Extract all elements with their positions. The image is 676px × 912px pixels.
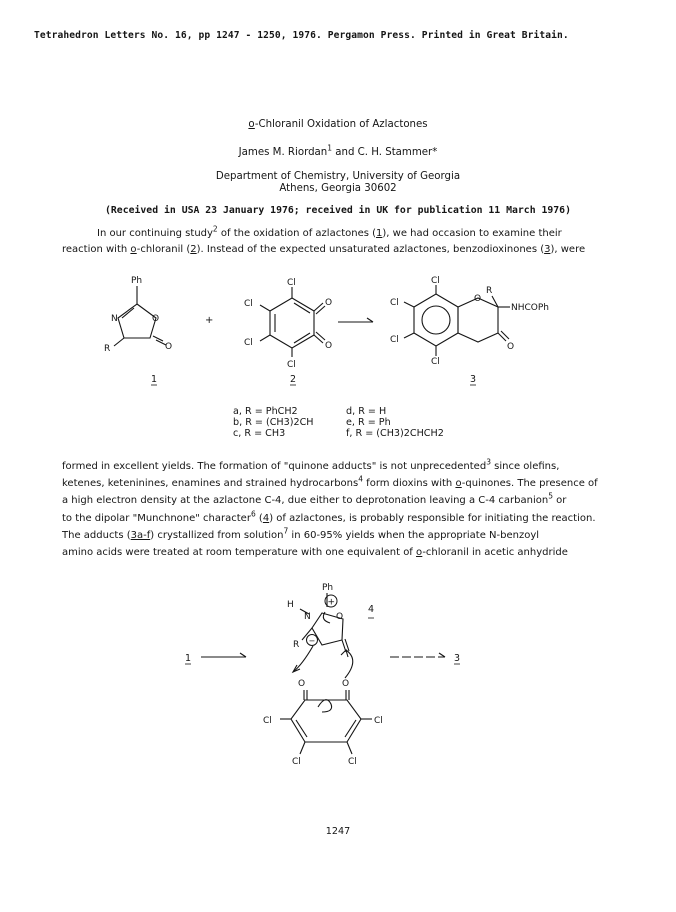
intro-text: -chloranil ( [136, 244, 191, 255]
munchnone-structure [293, 593, 353, 678]
body-text: in 60-95% yields when the appropriate N-benzoyl [288, 530, 540, 541]
body-line-6 [62, 547, 568, 558]
product-cl-top: Cl [431, 276, 440, 286]
intro-text: of the oxidation of azlactones ( [217, 228, 377, 239]
footnote-ref: 3 [486, 457, 491, 467]
intro-text: reaction with [62, 244, 131, 255]
mech-label-3: 3 [454, 653, 461, 664]
positive-charge: + [327, 597, 336, 608]
body-text: amino acids were treated at room temperature with one equivalent of [62, 547, 417, 558]
reaction-arrow [338, 318, 373, 322]
substituent-b: b, R = (CH3)2CH [233, 417, 314, 428]
mech-ph-label: Ph [322, 583, 334, 593]
intro-text: In our continuing study [97, 228, 213, 239]
author-first: James M. Riordan [238, 147, 328, 158]
compound-ref: 3a-f [130, 530, 151, 541]
footnote-ref: 4 [358, 474, 363, 484]
footnote-ref: 5 [548, 491, 553, 501]
cl-bottom: Cl [287, 360, 296, 370]
product-nhcoph: NHCOPh [511, 303, 549, 313]
benzodioxinone-structure [404, 285, 510, 356]
intro-line-1 [97, 224, 562, 239]
compound-ref: 1 [376, 228, 383, 239]
product-r-group: R [486, 286, 493, 296]
chloranil-structure [260, 287, 325, 357]
body-line-1 [62, 457, 560, 472]
ph-label: Ph [131, 276, 143, 286]
product-o-exo: O [507, 342, 515, 352]
substituent-d: d, R = H [346, 406, 387, 417]
body-text: to the dipolar "Munchnone" character [62, 513, 251, 524]
compound-label-3: 3 [470, 374, 477, 385]
ortho-prefix: o [416, 547, 423, 558]
product-cl-top-left: Cl [390, 298, 399, 308]
mechanism-scheme [0, 570, 676, 770]
mech-o-ring: O [336, 612, 344, 622]
footnote-ref: 7 [283, 526, 289, 536]
mech-cl-bottom-left: Cl [292, 757, 301, 767]
cl-top-left: Cl [244, 299, 253, 309]
received-dates: (Received in USA 23 January 1976; received in UK for publication 11 March 1976) [105, 205, 571, 216]
negative-charge: − [308, 636, 316, 646]
o-bottom: O [325, 341, 333, 351]
mech-h-label: H [287, 600, 294, 610]
body-line-5 [62, 526, 540, 541]
intro-line-2 [62, 244, 585, 255]
substituent-a: a, R = PhCH2 [233, 406, 298, 417]
mech-cl-bottom-right: Cl [348, 757, 357, 767]
compound-label-4: 4 [368, 604, 375, 615]
article-title [0, 119, 676, 130]
title-o-prefix: o [248, 119, 255, 130]
mech-arrow-left [201, 653, 246, 657]
body-text: a high electron density at the azlactone C-4, due either to deprotonation leaving a C-4 carbanion [62, 495, 549, 506]
mech-arrow-right [390, 653, 445, 657]
authors [0, 143, 676, 158]
department: Department of Chemistry, University of Georgia [215, 171, 461, 182]
page-number: 1247 [325, 826, 351, 837]
author-rest: and C. H. Stammer* [332, 147, 438, 158]
reaction-scheme-1 [0, 262, 676, 402]
intro-text: ). Instead of the expected unsaturated azlactones, benzodioxinones ( [196, 244, 545, 255]
compound-ref: 2 [190, 244, 197, 255]
body-text: -chloranil in acetic anhydride [422, 547, 568, 558]
mech-label-1: 1 [185, 653, 192, 664]
o-top: O [325, 298, 333, 308]
product-cl-bottom-left: Cl [390, 335, 399, 345]
ortho-prefix: o [130, 244, 137, 255]
body-text: ketenes, keteninines, enamines and strained hydrocarbons [62, 478, 359, 489]
o-exo-atom: O [165, 342, 173, 352]
body-text: The adducts ( [62, 530, 131, 541]
body-text: or [552, 495, 567, 506]
mech-chloranil-structure [280, 690, 372, 754]
mech-cl-left: Cl [263, 716, 272, 726]
intro-text: ), were [550, 244, 586, 255]
cl-bottom-left: Cl [244, 338, 253, 348]
body-text: ) crystallized from solution [150, 530, 284, 541]
o-ring-atom: O [152, 314, 160, 324]
substituent-f: f, R = (CH3)2CHCH2 [346, 428, 444, 439]
r-group: R [104, 344, 111, 354]
mech-o-left: O [298, 679, 306, 689]
footnote-ref: 2 [212, 224, 218, 234]
body-line-4 [62, 509, 596, 524]
city: Athens, Georgia 30602 [279, 183, 397, 194]
compound-ref: 4 [262, 513, 270, 524]
mech-cl-right: Cl [374, 716, 383, 726]
body-text: since olefins, [490, 461, 560, 472]
body-text: form dioxins with [363, 478, 456, 489]
product-o-ring: O [474, 294, 482, 304]
footnote-ref: 6 [250, 509, 256, 519]
mech-r-group: R [293, 640, 300, 650]
substituent-c: c, R = CH3 [233, 428, 286, 439]
intro-text: ), we had occasion to examine their [382, 228, 562, 239]
mech-o-right: O [342, 679, 350, 689]
compound-label-1: 1 [151, 374, 158, 385]
ortho-prefix: o [455, 478, 462, 489]
body-text: formed in excellent yields. The formation of "quinone adducts" is not unprecedented [62, 461, 487, 472]
mech-n-atom: N [304, 612, 311, 622]
body-text: -quinones. The presence of [461, 478, 598, 489]
body-line-3 [62, 491, 567, 506]
body-text: ( [255, 513, 263, 524]
product-cl-bottom: Cl [431, 357, 440, 367]
title-rest: -Chloranil Oxidation of Azlactones [254, 119, 428, 130]
body-line-2 [62, 474, 598, 489]
journal-header: Tetrahedron Letters No. 16, pp 1247 - 1250, 1976. Pergamon Press. Printed in Great Britain. [34, 30, 569, 41]
n-atom: N [111, 314, 118, 324]
compound-ref: 3 [544, 244, 551, 255]
author-footnote: 1 [327, 143, 333, 153]
compound-label-2: 2 [290, 374, 297, 385]
body-text: ) of azlactones, is probably responsible for initiating the reaction. [269, 513, 596, 524]
plus-sign: + [205, 315, 214, 326]
cl-top: Cl [287, 278, 296, 288]
substituent-e: e, R = Ph [346, 417, 391, 428]
